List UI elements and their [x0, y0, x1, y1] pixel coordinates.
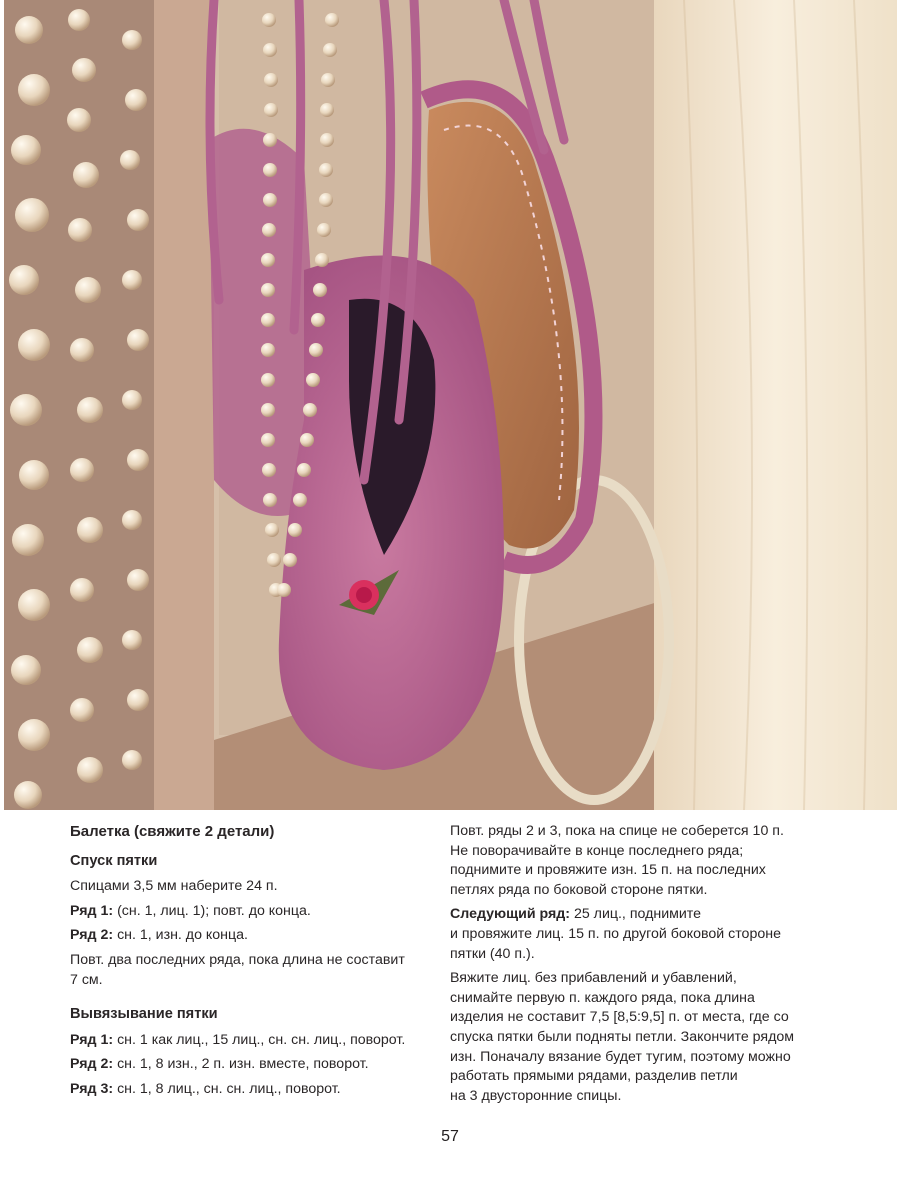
- next-row-paragraph: [450, 905, 820, 964]
- knit-straight-paragraph: [450, 969, 820, 1106]
- heel-row-2: [70, 926, 430, 946]
- row-text: 25 лиц., поднимите: [570, 906, 702, 923]
- text-line: Вяжите лиц. без прибавлений и убавлений,: [450, 970, 737, 987]
- text-line: спуска пятки были подняты петли. Закончите рядом: [450, 1028, 795, 1045]
- text-line: изн. Поначалу вязание будет тугим, поэтому можно: [450, 1048, 791, 1065]
- repeat-rows-paragraph: [450, 822, 820, 900]
- left-text-column: [70, 822, 430, 1105]
- text-line: Повт. два последних ряда, пока длина не составит: [70, 951, 405, 968]
- row-label: Ряд 3:: [70, 1080, 114, 1097]
- cast-on-instruction: Спицами 3,5 мм наберите 24 п.: [70, 878, 278, 895]
- row-label: Ряд 2:: [70, 1056, 114, 1073]
- turn-row-3: [70, 1080, 430, 1100]
- row-label: Ряд 1:: [70, 902, 114, 919]
- section-heading-heel-flap: Спуск пятки: [70, 852, 158, 869]
- text-line: поднимите и провяжите изн. 15 п. на последних: [450, 862, 766, 879]
- pattern-title: Балетка (свяжите 2 детали): [70, 823, 275, 840]
- text-line: [450, 905, 820, 925]
- text-line: Не поворачивайте в конце последнего ряда;: [450, 842, 744, 859]
- turn-row-1: [70, 1031, 430, 1051]
- row-text: сн. 1, 8 изн., 2 п. изн. вместе, поворот.: [113, 1056, 369, 1073]
- repeat-instruction: [70, 951, 430, 990]
- page-number: 57: [441, 1128, 459, 1145]
- pink-knitted-ballet-slippers-photo: [4, 0, 897, 810]
- row-label: Ряд 2:: [70, 927, 114, 944]
- right-text-column: [450, 822, 820, 1111]
- row-text: сн. 1 как лиц., 15 лиц., сн. сн. лиц., поворот.: [113, 1031, 406, 1048]
- turn-row-2: [70, 1055, 430, 1075]
- row-text: (сн. 1, лиц. 1); повт. до конца.: [113, 902, 311, 919]
- text-line: снимайте первую п. каждого ряда, пока длина: [450, 989, 755, 1006]
- text-line: пятки (40 п.).: [450, 945, 535, 962]
- text-line: на 3 двусторонние спицы.: [450, 1087, 622, 1104]
- heel-row-1: [70, 902, 430, 922]
- text-line: изделия не составит 7,5 [8,5:9,5] п. от места, где со: [450, 1009, 789, 1026]
- row-text: сн. 1, изн. до конца.: [113, 927, 248, 944]
- text-line: и провяжите лиц. 15 п. по другой боковой стороне: [450, 925, 781, 942]
- row-label: Следующий ряд:: [450, 906, 570, 923]
- text-line: петлях ряда по боковой стороне пятки.: [450, 881, 708, 898]
- text-line: работать прямыми рядами, разделив петли: [450, 1068, 738, 1085]
- text-line: 7 см.: [70, 971, 103, 988]
- row-text: сн. 1, 8 лиц., сн. сн. лиц., поворот.: [113, 1080, 341, 1097]
- text-line: Повт. ряды 2 и 3, пока на спице не соберется 10 п.: [450, 823, 784, 839]
- section-heading-turn-heel: Вывязывание пятки: [70, 1006, 218, 1023]
- row-label: Ряд 1:: [70, 1031, 114, 1048]
